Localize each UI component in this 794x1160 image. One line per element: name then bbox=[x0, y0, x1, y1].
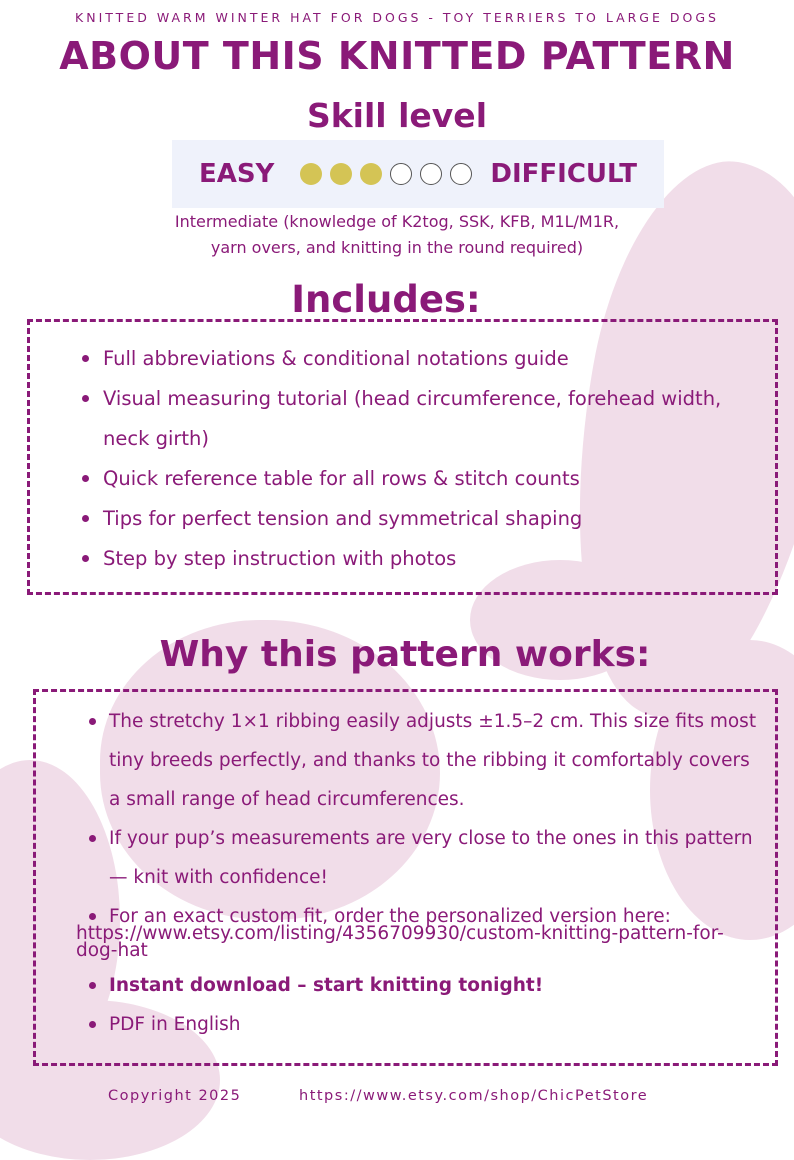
includes-heading: Includes: bbox=[291, 278, 481, 321]
skill-dot-empty bbox=[390, 163, 412, 185]
custom-fit-text: For an exact custom fit, order the personalized version here: bbox=[109, 906, 671, 927]
list-item: Quick reference table for all rows & stitch counts bbox=[76, 459, 736, 499]
list-item bbox=[76, 897, 764, 966]
skill-description-line: Intermediate (knowledge of K2tog, SSK, KFB, M1L/M1R, bbox=[174, 212, 620, 231]
skill-dot-empty bbox=[450, 163, 472, 185]
custom-pattern-link[interactable]: https://www.etsy.com/listing/4356709930/custom-knitting-pattern-for-dog-hat bbox=[76, 923, 724, 961]
list-item: Step by step instruction with photos bbox=[76, 539, 736, 579]
page-title: ABOUT THIS KNITTED PATTERN bbox=[59, 34, 735, 78]
easy-label: EASY bbox=[198, 159, 275, 189]
skill-dot-filled bbox=[360, 163, 382, 185]
list-item: Instant download – start knitting tonight! bbox=[84, 966, 764, 1005]
includes-list bbox=[76, 339, 736, 579]
skill-dot-empty bbox=[420, 163, 442, 185]
skill-level-scale bbox=[172, 140, 664, 208]
list-item: Tips for perfect tension and symmetrical shaping bbox=[76, 499, 736, 539]
why-heading: Why this pattern works: bbox=[159, 634, 651, 675]
list-item: PDF in English bbox=[84, 1005, 764, 1044]
difficult-label: DIFFICULT bbox=[490, 159, 638, 189]
why-list bbox=[76, 702, 764, 1044]
product-subtitle: KNITTED WARM WINTER HAT FOR DOGS - TOY TERRIERS TO LARGE DOGS bbox=[75, 10, 719, 25]
list-item: Full abbreviations & conditional notations guide bbox=[76, 339, 736, 379]
list-item: The stretchy 1×1 ribbing easily adjusts ±1.5–2 cm. This size fits most tiny breeds perfectly, and thanks to the ribbing it comfortably covers a small range of head circumferences. bbox=[84, 702, 764, 819]
skill-description-line: yarn overs, and knitting in the round required) bbox=[210, 238, 584, 257]
skill-description bbox=[0, 209, 794, 261]
skill-level-heading: Skill level bbox=[306, 96, 488, 135]
skill-level-dots bbox=[300, 163, 472, 185]
list-item: Visual measuring tutorial (head circumference, forehead width, neck girth) bbox=[76, 379, 736, 459]
skill-dot-filled bbox=[300, 163, 322, 185]
shop-link[interactable]: https://www.etsy.com/shop/ChicPetStore bbox=[299, 1088, 649, 1104]
copyright-text: Copyright 2025 bbox=[108, 1088, 242, 1104]
list-item: If your pup’s measurements are very close to the ones in this pattern — knit with confidence! bbox=[84, 819, 764, 897]
skill-dot-filled bbox=[330, 163, 352, 185]
